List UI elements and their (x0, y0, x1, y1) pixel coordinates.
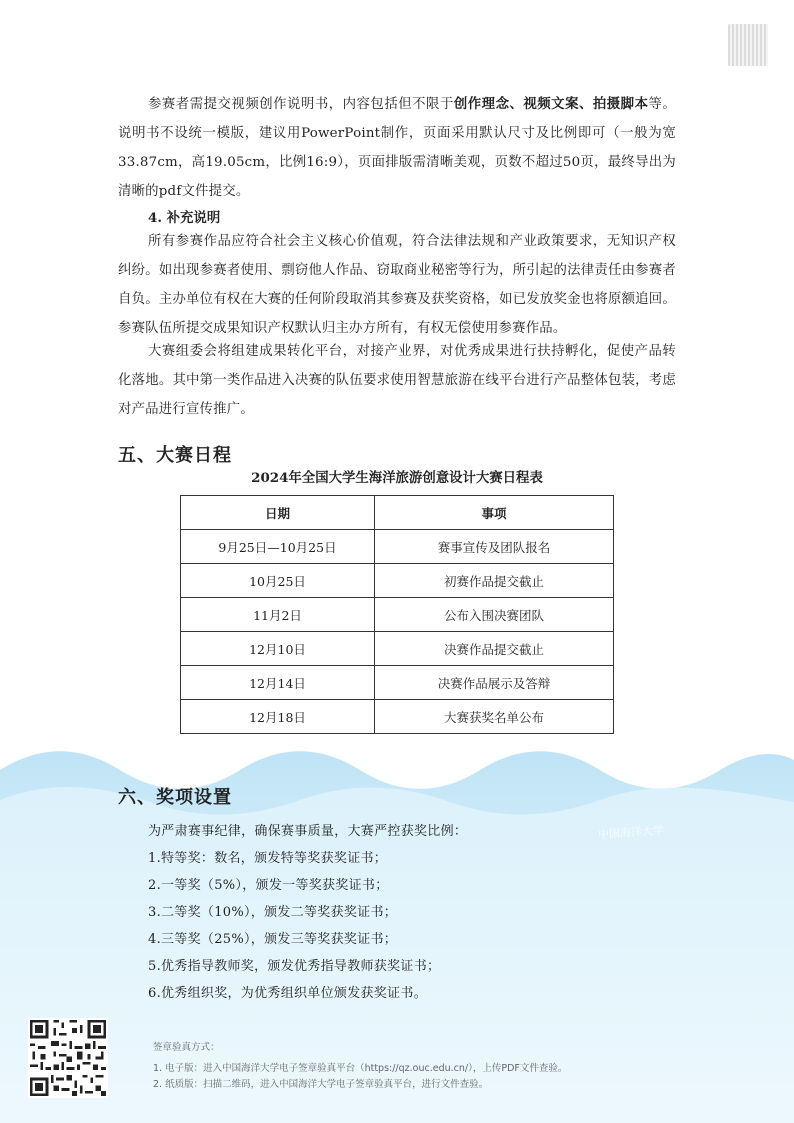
row-date: 11月2日 (181, 598, 375, 632)
award-item: 1.特等奖：数名，颁发特等奖获奖证书； (148, 851, 388, 866)
header-event: 事项 (375, 496, 614, 530)
row-event: 大赛获奖名单公布 (375, 700, 614, 734)
supplement-paragraph-1: 所有参赛作品应符合社会主义核心价值观，符合法律法规和产业政策要求，无知识产权纠纷。如出现参赛者使用、剽窃他人作品、窃取商业秘密等行为，所引起的法律责任由参赛者自负。主办单位有权在大赛的任何阶段取消其参赛及获奖资格，如已发放奖金也将原额追回。参赛队伍所提交成果知识产权默认归主办方所有，有权无偿使用参赛作品。 (118, 234, 676, 336)
table-row (181, 598, 614, 632)
verification-line-paper: 2. 纸质版：扫描二维码，进入中国海洋大学电子签章验真平台，进行文件查验。 (153, 1079, 489, 1090)
schedule-table-title: 2024年全国大学生海洋旅游创意设计大赛日程表 (251, 470, 543, 486)
video-bold-text: 创作理念、视频文案、拍摄脚本 (453, 96, 649, 112)
row-event: 决赛作品展示及答辩 (375, 666, 614, 700)
video-rest-text: 等。说明书不设统一模版，建议用PowerPoint制作，页面采用默认尺寸及比例即可（一般为宽33.87cm，高19.05cm，比例16:9），页面排版需清晰美观，页数不超过50页，最终导出为清晰的pdf文件提交。 (118, 97, 676, 199)
row-event: 初赛作品提交截止 (375, 564, 614, 598)
row-date: 12月14日 (181, 666, 375, 700)
row-date: 10月25日 (181, 564, 375, 598)
table-row (181, 666, 614, 700)
verification-line-electronic: 1. 电子版：进入中国海洋大学电子签章验真平台（https://qz.ouc.edu.cn/），上传PDF文件查验。 (153, 1063, 568, 1074)
awards-intro: 为严肃赛事纪律，确保赛事质量，大赛严控获奖比例： (148, 824, 468, 839)
supplement-heading: 4. 补充说明 (148, 210, 221, 226)
row-event: 赛事宣传及团队报名 (375, 530, 614, 564)
award-item: 5.优秀指导教师奖，颁发优秀指导教师获奖证书； (148, 959, 441, 974)
table-row (181, 700, 614, 734)
row-date: 12月10日 (181, 632, 375, 666)
schedule-table (180, 495, 614, 734)
award-item: 4.三等奖（25%），颁发三等奖获奖证书； (148, 932, 398, 947)
table-row (181, 564, 614, 598)
verification-title: 签章验真方式： (153, 1042, 220, 1053)
award-item: 3.二等奖（10%），颁发二等奖获奖证书； (148, 905, 398, 920)
header-date: 日期 (181, 496, 375, 530)
table-header-row (181, 496, 614, 530)
row-date: 12月18日 (181, 700, 375, 734)
supplement-paragraph-2: 大赛组委会将组建成果转化平台，对接产业界，对优秀成果进行扶持孵化，促使产品转化落地。其中第一类作品进入决赛的队伍要求使用智慧旅游在线平台进行产品整体包装，考虑对产品进行宣传推广。 (118, 344, 676, 417)
watermark-text: 中国海洋大学 (597, 823, 665, 842)
award-item: 6.优秀组织奖，为优秀组织单位颁发获奖证书。 (148, 986, 428, 1001)
table-row (181, 530, 614, 564)
video-description-paragraph (118, 90, 676, 206)
row-event: 决赛作品提交截止 (375, 632, 614, 666)
video-intro-text: 参赛者需提交视频创作说明书，内容包括但不限于 (148, 97, 454, 112)
table-row (181, 632, 614, 666)
awards-section-title: 六、奖项设置 (118, 787, 232, 808)
row-date: 9月25日—10月25日 (181, 530, 375, 564)
qr-code-icon[interactable] (28, 1018, 108, 1098)
row-event: 公布入围决赛团队 (375, 598, 614, 632)
award-item: 2.一等奖（5%），颁发一等奖获奖证书； (148, 878, 389, 893)
schedule-section-title: 五、大赛日程 (118, 445, 232, 466)
